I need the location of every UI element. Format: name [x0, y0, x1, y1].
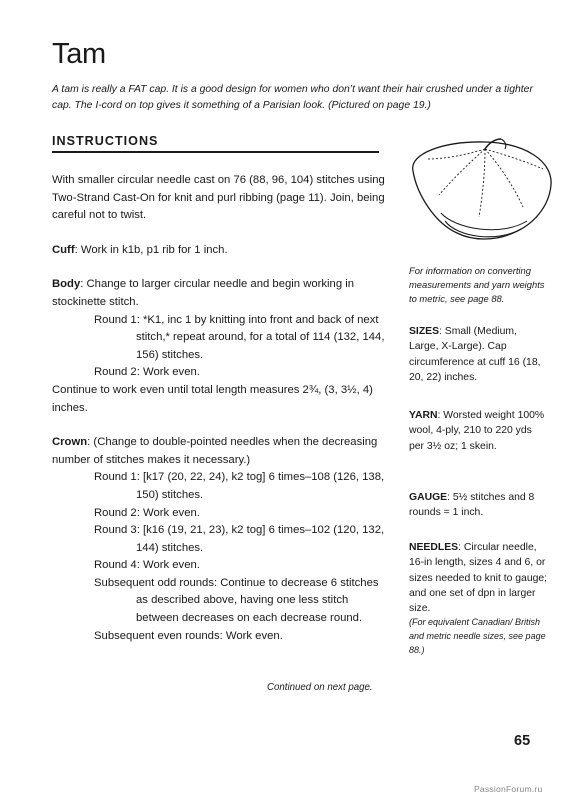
- page-number: 65: [514, 733, 531, 749]
- crown-even-rounds: Subsequent even rounds: Work even.: [94, 629, 283, 642]
- body-paragraph: [52, 276, 390, 311]
- gauge-text: : 5½ stitches and 8 rounds = 1 inch.: [409, 492, 535, 519]
- yarn-text: : Worsted weight 100% wool, 4-ply, 210 to 220 yds per 3½ oz; 1 skein.: [409, 410, 545, 452]
- instructions-body: [52, 172, 390, 645]
- yarn-block: [409, 408, 549, 454]
- crown-round-2: Round 2: Work even.: [94, 506, 200, 519]
- needles-note: (For equivalent Canadian/ British and metric needle sizes, see page 88.): [409, 617, 546, 655]
- tam-hat-drawing: [405, 133, 555, 251]
- crown-round-3: Round 3: [k16 (19, 21, 23), k2 tog] 6 times–102 (120, 132, 144) stitches.: [94, 524, 385, 554]
- body-round-2: Round 2: Work even.: [94, 366, 200, 379]
- body-round-1: Round 1: *K1, inc 1 by knitting into front and back of next stitch,* repeat around, for a total of 114 (132, 144, 156) stitches.: [94, 313, 385, 361]
- section-heading-instructions: INSTRUCTIONS: [52, 134, 379, 153]
- yarn-label: YARN: [409, 410, 438, 421]
- crown-round-4: Round 4: Work even.: [94, 559, 200, 572]
- crown-paragraph: [52, 434, 390, 469]
- needles-text: : Circular needle, 16-in length, sizes 4 and 6, or sizes needed to knit to gauge; and one set of dpn in larger size.: [409, 542, 548, 615]
- watermark: PassionForum.ru: [474, 784, 543, 794]
- needles-block: [409, 540, 549, 657]
- cuff-label: Cuff: [52, 243, 75, 256]
- sizes-label: SIZES: [409, 326, 440, 337]
- continued-note: Continued on next page.: [267, 682, 373, 693]
- gauge-block: [409, 490, 549, 521]
- gauge-label: GAUGE: [409, 492, 448, 503]
- body-label: Body: [52, 278, 81, 291]
- crown-label: Crown: [52, 436, 88, 449]
- cuff-text: : Work in k1b, p1 rib for 1 inch.: [74, 243, 228, 256]
- sizes-block: [409, 324, 549, 385]
- crown-text: : (Change to double-pointed needles when the decreasing number of stitches makes it necessary.): [52, 436, 378, 466]
- sizes-text: : Small (Medium, Large, X-Large). Cap circumference at cuff 16 (18, 20, 22) inches.: [409, 326, 541, 383]
- intro-text: A tam is really a FAT cap. It is a good design for women who don’t want their hair crushed under a tighter cap. The I-cord on top gives it something of a Parisian look. (Pictured on page 19.): [52, 84, 533, 111]
- cuff-paragraph: [52, 242, 390, 260]
- crown-odd-rounds: Subsequent odd rounds: Continue to decrease 6 stitches as described above, having one less stitch between decreases on each decrease round.: [94, 576, 379, 625]
- cast-on-paragraph: With smaller circular needle cast on 76 (88, 96, 104) stitches using Two-Strand Cast-On for knit and purl ribbing (page 11). Join, being careful not to twist.: [52, 174, 385, 222]
- needles-label: NEEDLES: [409, 542, 459, 553]
- crown-round-1: Round 1: [k17 (20, 22, 24), k2 tog] 6 times–108 (126, 138, 150) stitches.: [94, 471, 385, 501]
- body-continue: Continue to work even until total length measures 2¾, (3, 3½, 4) inches.: [52, 383, 373, 414]
- tam-hat-illustration: [405, 133, 555, 256]
- page-title: Tam: [52, 38, 106, 70]
- conversion-note: For information on converting measurements and yarn weights to metric, see page 88.: [409, 265, 545, 305]
- body-text: : Change to larger circular needle and begin working in stockinette stitch.: [52, 278, 355, 308]
